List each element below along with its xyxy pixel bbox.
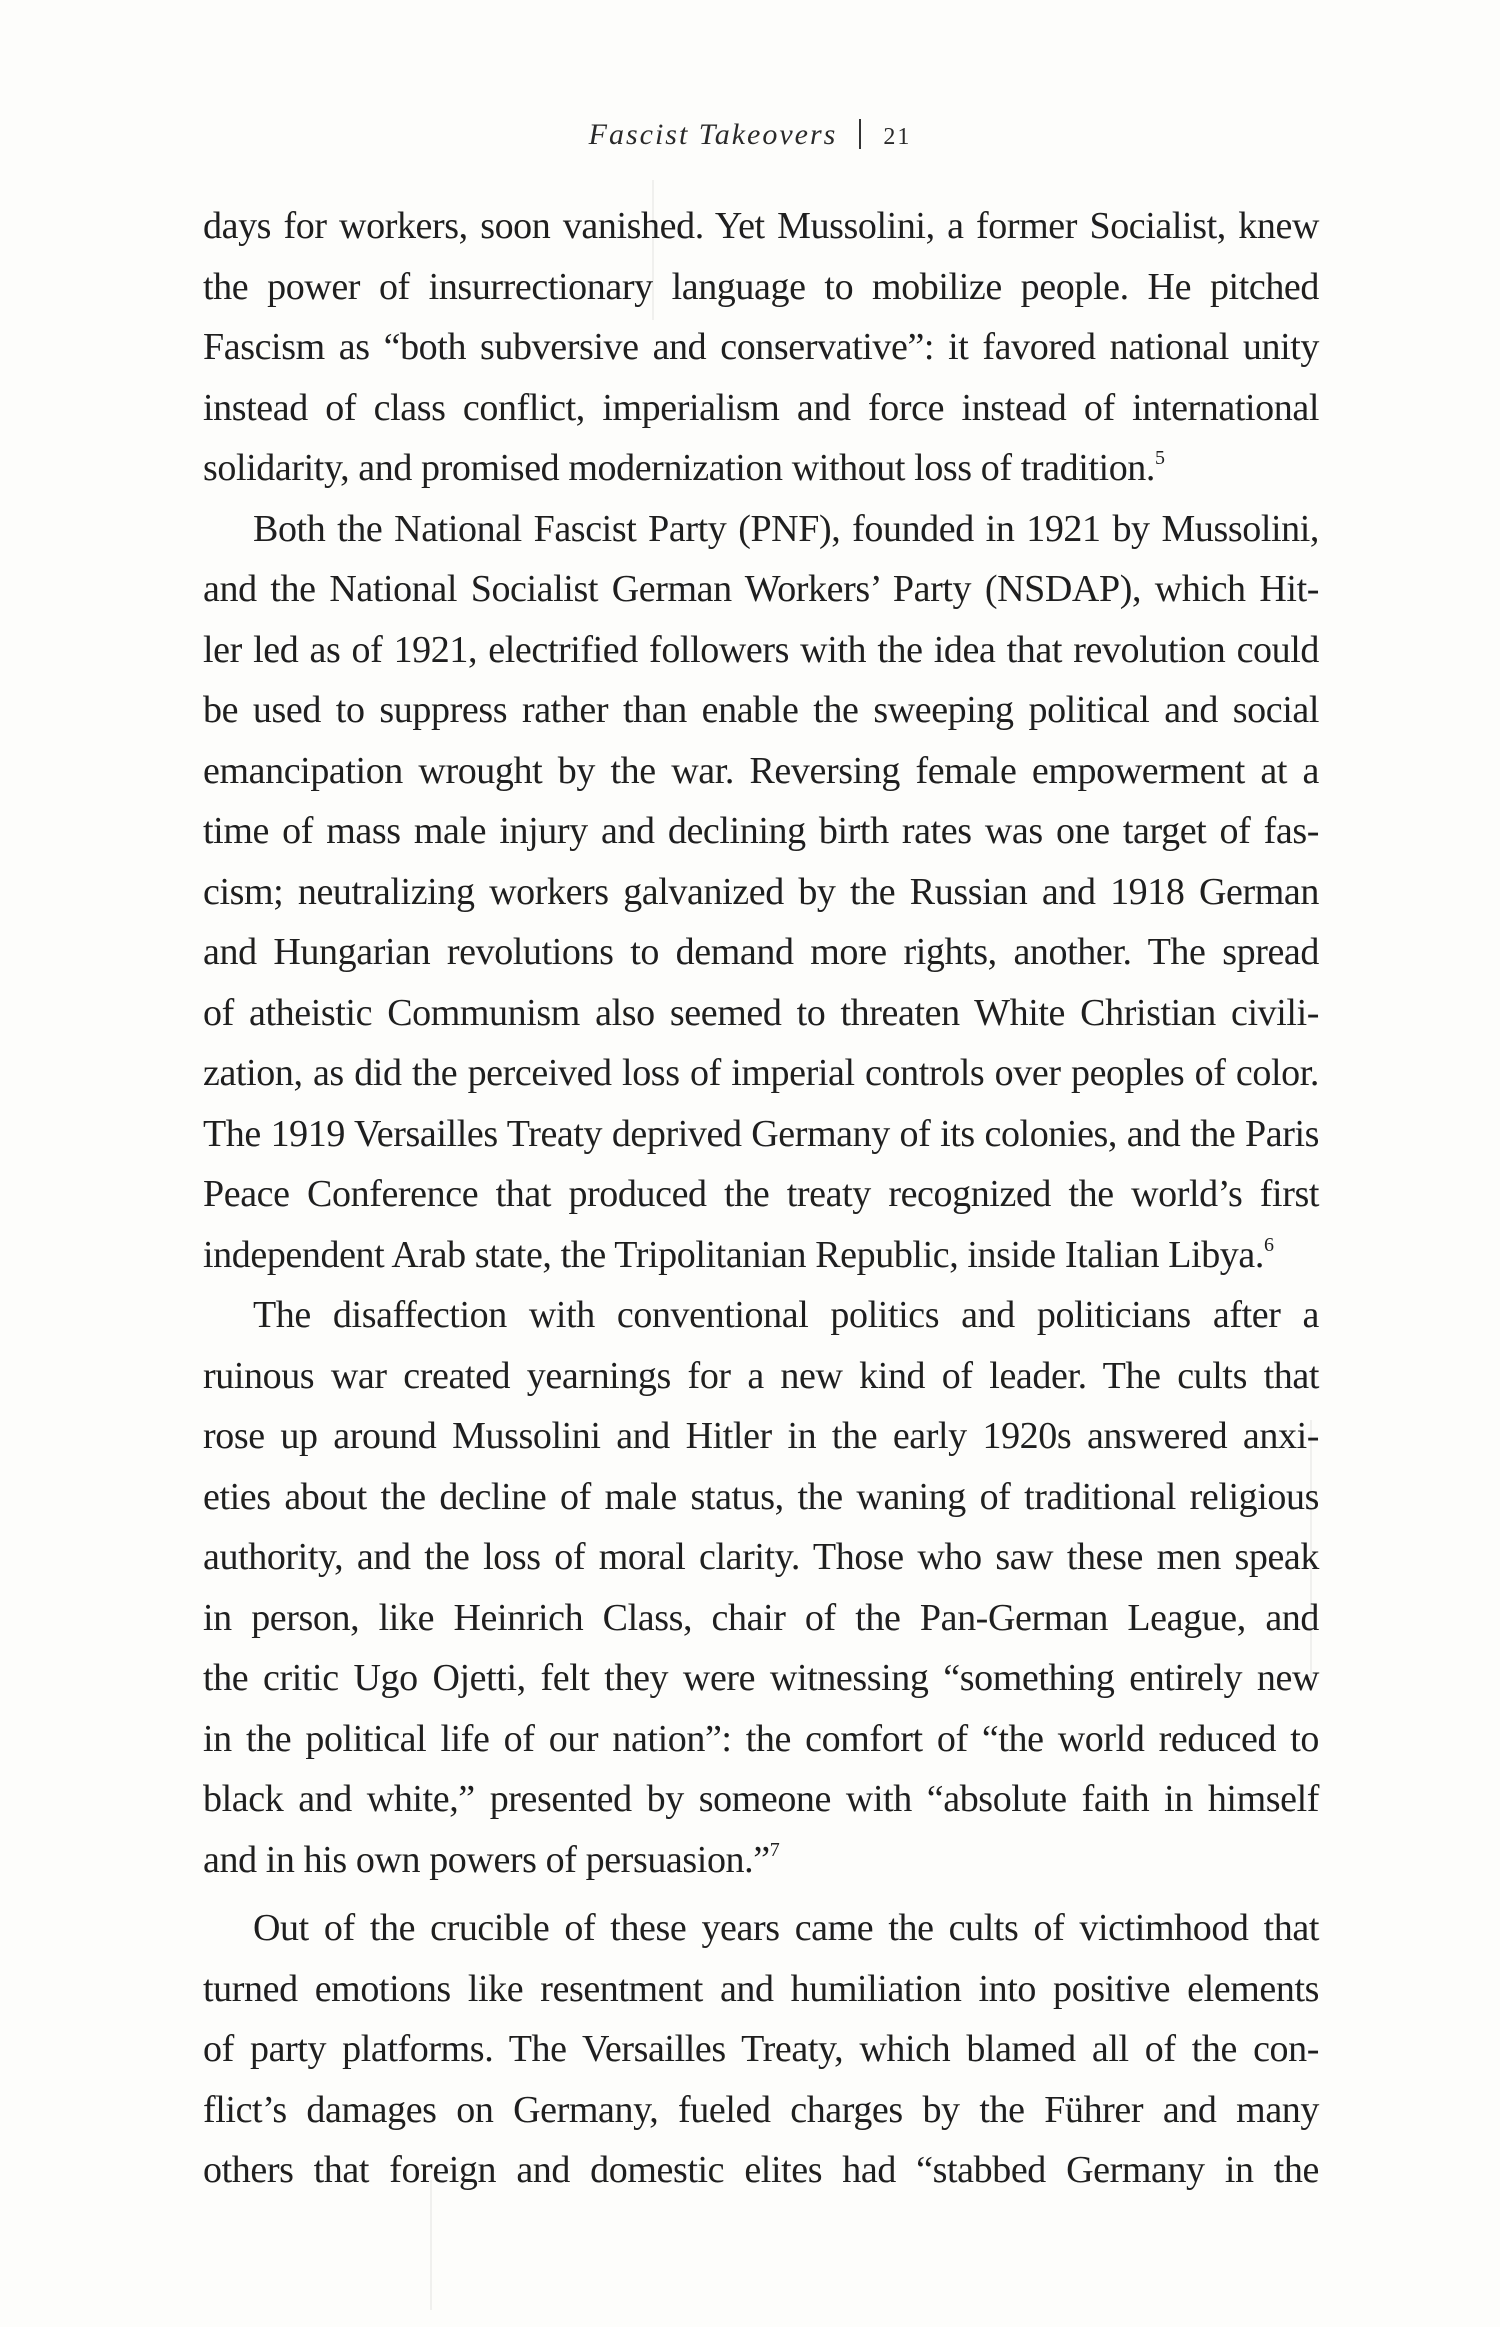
text-line: Both the National Fascist Party (PNF), founded in 1921 by Mussolini,	[253, 507, 1319, 550]
body-text	[203, 196, 1319, 2201]
scan-artifact	[652, 180, 654, 320]
text-line: days for workers, soon vanished. Yet Mussolini, a former Socialist, knew	[203, 205, 1319, 247]
paragraph-4	[203, 1898, 1319, 2201]
text-line: others that foreign and domestic elites had “stabbed Germany in the	[203, 2149, 1319, 2191]
text-line: of party platforms. The Versailles Treaty, which blamed all of the con-	[203, 2028, 1319, 2070]
paragraph-3	[203, 1285, 1319, 1890]
text-line: instead of class conflict, imperialism and force instead of international	[203, 386, 1319, 429]
running-head-separator	[859, 119, 861, 149]
page-number: 21	[883, 124, 912, 150]
text-line	[203, 438, 1319, 499]
footnote-ref-7[interactable]: 7	[769, 1838, 780, 1861]
text-line-content: and in his own powers of persuasion.”	[203, 1838, 770, 1881]
scan-artifact	[430, 2180, 432, 2310]
text-line: time of mass male injury and declining birth rates was one target of fas-	[203, 810, 1319, 852]
text-line	[203, 1225, 1319, 1286]
text-line: the power of insurrectionary language to mobilize people. He pitched	[203, 265, 1319, 308]
text-line-content: independent Arab state, the Tripolitanian Republic, inside Italian Libya.	[203, 1233, 1264, 1276]
text-line: Out of the crucible of these years came the cults of victimhood that	[253, 1907, 1319, 1949]
text-line: authority, and the loss of moral clarity. Those who saw these men speak	[203, 1536, 1319, 1578]
footnote-ref-6[interactable]: 6	[1263, 1233, 1274, 1256]
text-line: of atheistic Communism also seemed to threaten White Christian civili-	[203, 991, 1319, 1034]
text-line: the critic Ugo Ojetti, felt they were witnessing “something entirely new	[203, 1657, 1319, 1699]
text-line: cism; neutralizing workers galvanized by the Russian and 1918 German	[203, 870, 1319, 913]
text-line	[203, 1830, 1319, 1891]
text-line: in the political life of our nation”: the comfort of “the world reduced to	[203, 1717, 1319, 1760]
text-line: ruinous war created yearnings for a new kind of leader. The cults that	[203, 1354, 1319, 1397]
footnote-ref-5[interactable]: 5	[1155, 447, 1165, 469]
text-line: ler led as of 1921, electrified followers with the idea that revolution could	[203, 628, 1319, 671]
text-line: be used to suppress rather than enable the sweeping political and social	[203, 689, 1319, 731]
text-line: turned emotions like resentment and humiliation into positive elements	[203, 1967, 1319, 2010]
text-line: black and white,” presented by someone with “absolute faith in himself	[203, 1778, 1319, 1820]
running-head-title: Fascist Takeovers	[588, 118, 838, 151]
text-line: and the National Socialist German Workers’ Party (NSDAP), which Hit-	[203, 568, 1319, 610]
text-line: rose up around Mussolini and Hitler in the early 1920s answered anxi-	[203, 1415, 1319, 1457]
paragraph-2	[203, 499, 1319, 1286]
text-line: flict’s damages on Germany, fueled charges by the Führer and many	[203, 2088, 1319, 2131]
running-head	[0, 118, 1500, 152]
text-line: eties about the decline of male status, the waning of traditional religious	[203, 1475, 1319, 1518]
scan-artifact	[1310, 1420, 1312, 1680]
text-line: Peace Conference that produced the treaty recognized the world’s first	[203, 1173, 1319, 1215]
text-line: and Hungarian revolutions to demand more rights, another. The spread	[203, 931, 1319, 973]
text-line: in person, like Heinrich Class, chair of the Pan-German League, and	[203, 1596, 1319, 1639]
text-line: The disaffection with conventional politics and politicians after a	[253, 1294, 1319, 1336]
paragraph-1	[203, 196, 1319, 499]
text-line: emancipation wrought by the war. Reversing female empowerment at a	[203, 749, 1319, 792]
text-line: zation, as did the perceived loss of imperial controls over peoples of color.	[203, 1052, 1319, 1094]
text-line: Fascism as “both subversive and conservative”: it favored national unity	[203, 326, 1319, 368]
text-line-content: solidarity, and promised modernization without loss of tradition.	[203, 447, 1155, 489]
text-line: The 1919 Versailles Treaty deprived Germany of its colonies, and the Paris	[203, 1112, 1319, 1155]
